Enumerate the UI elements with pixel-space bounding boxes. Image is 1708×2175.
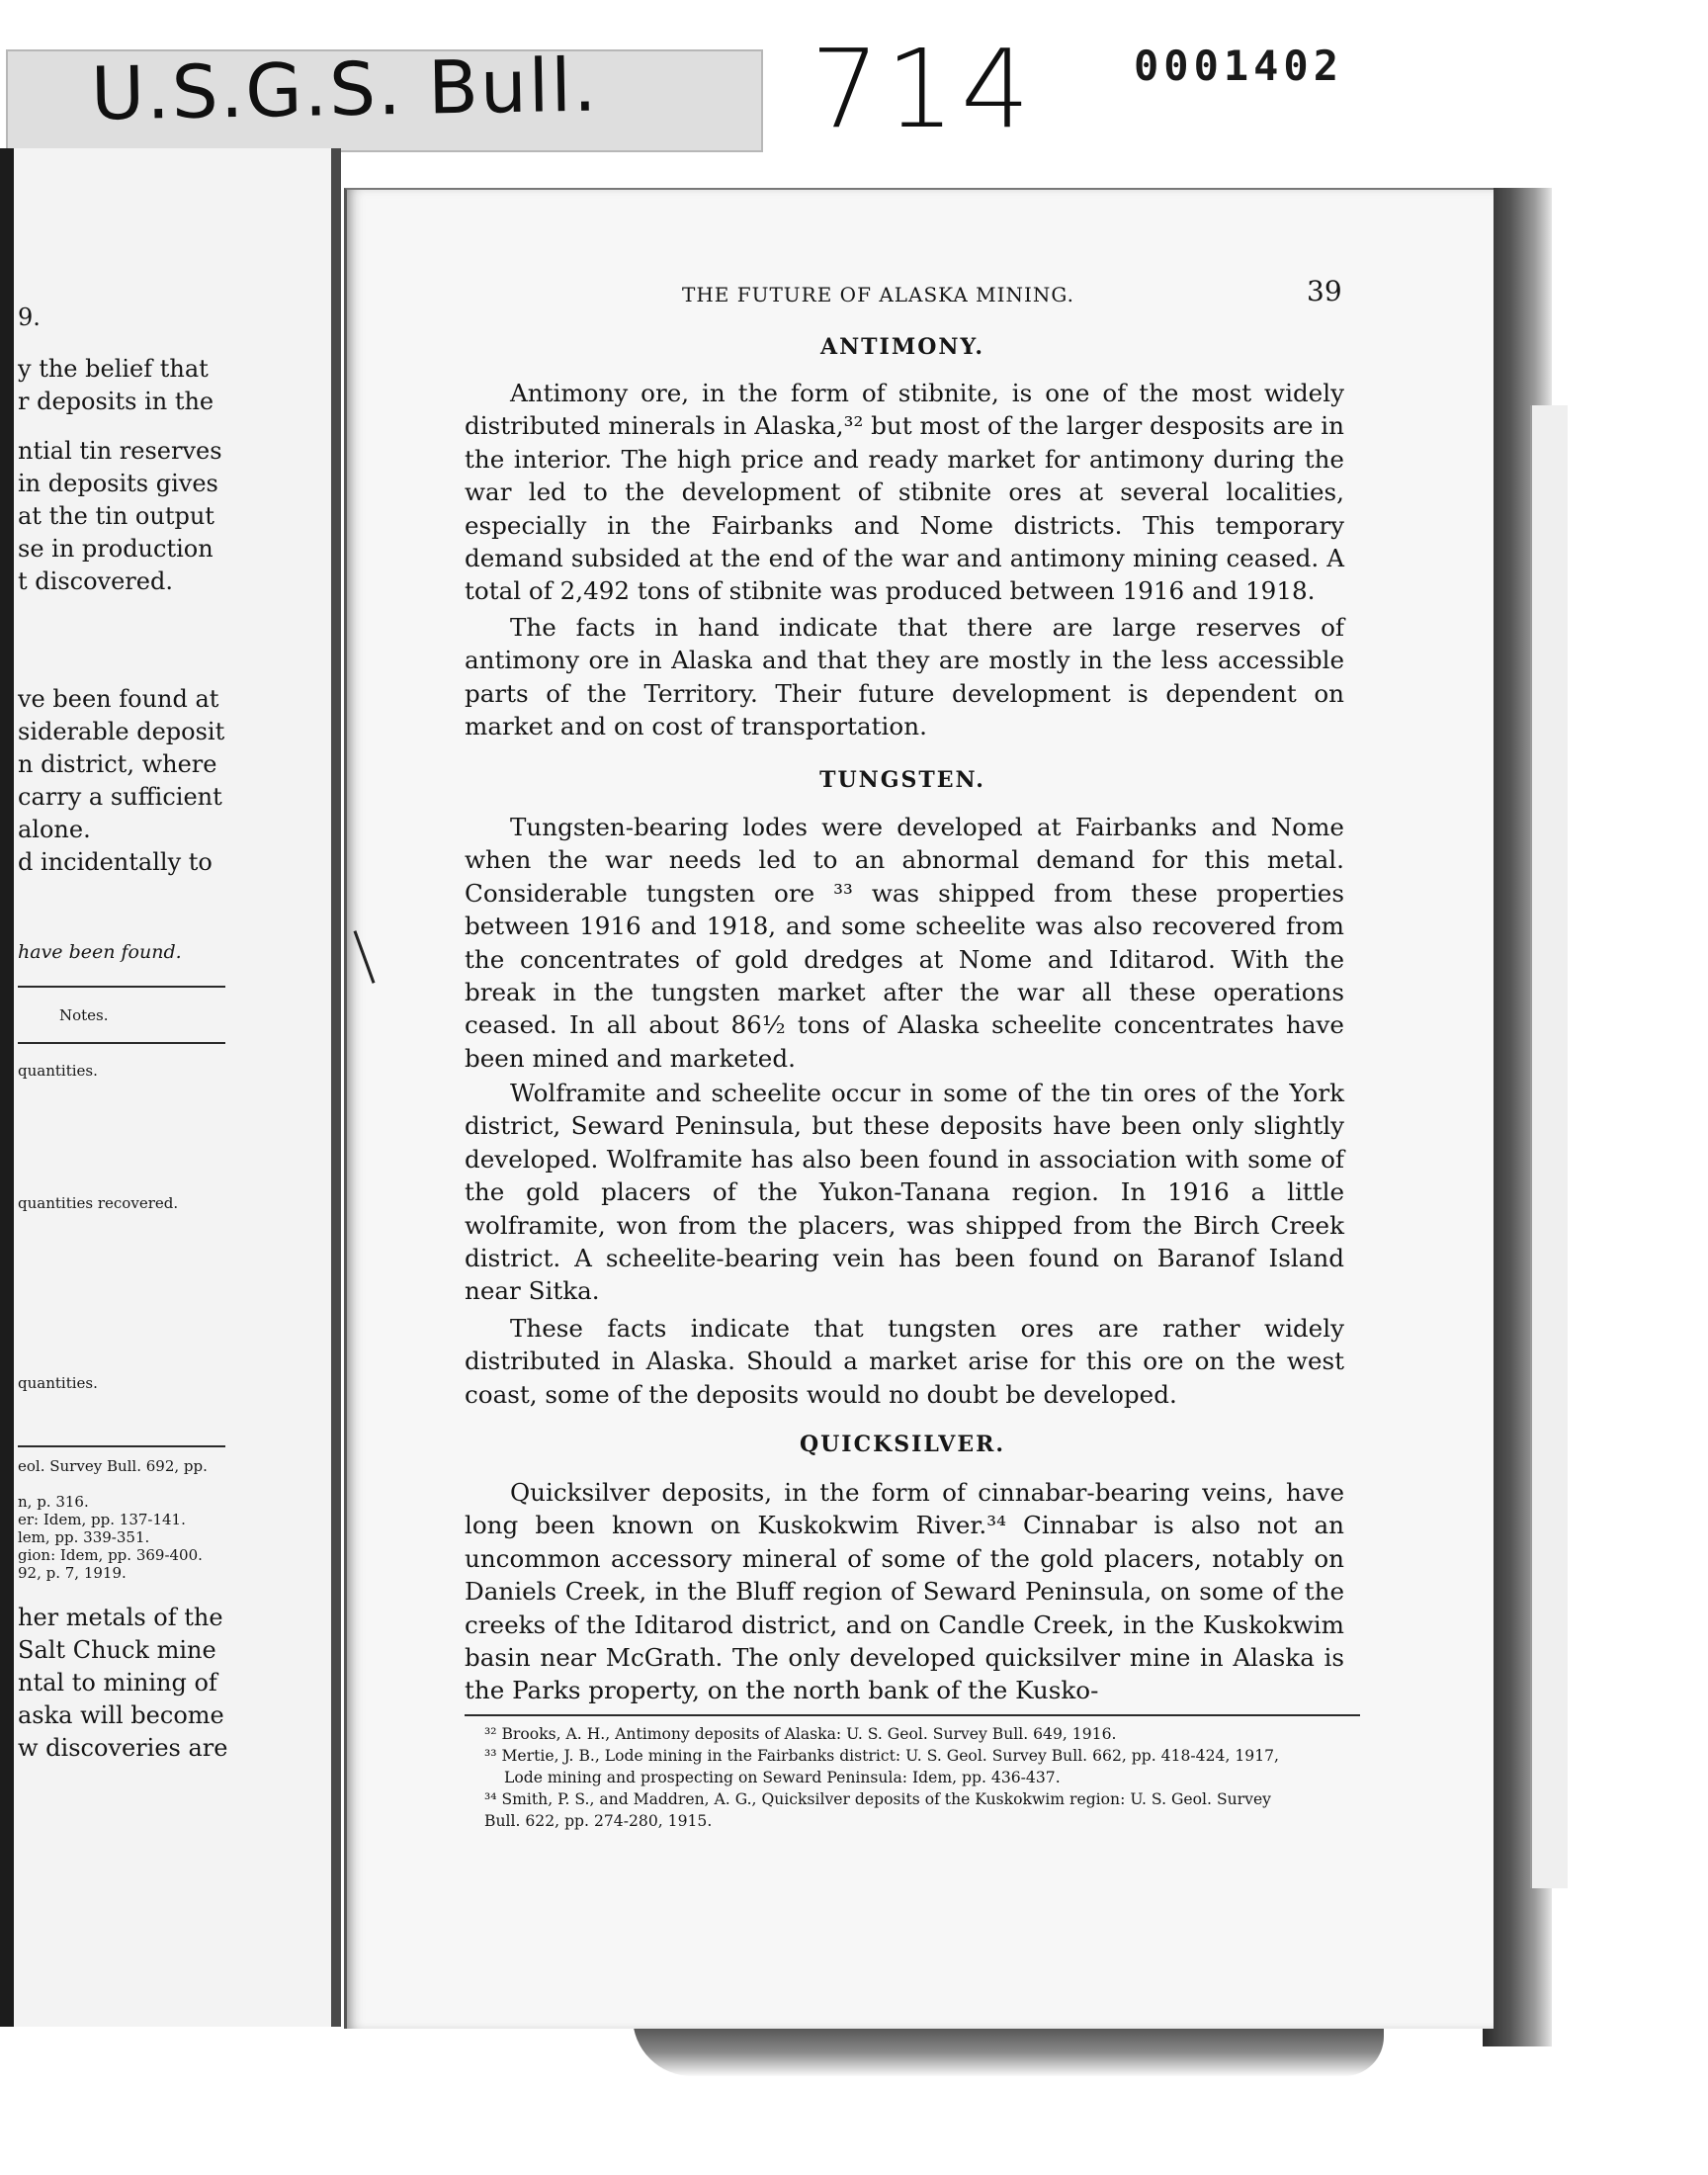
paragraph: The facts in hand indicate that there are large reserves of antimony ore in Alaska and that they are mostly in the less accessible parts of the Territory. Their future development is dependent on market and on cost of transportation. — [465, 613, 1344, 741]
footnote: ³⁴ Smith, P. S., and Maddren, A. G., Quicksilver deposits of the Kuskokwim region: U. S. Geol. Survey — [484, 1790, 1271, 1808]
left-fragment: in deposits gives — [18, 470, 218, 497]
left-fragment: her metals of the — [18, 1604, 223, 1631]
stamp-number: 0001402 — [1134, 42, 1344, 90]
left-fragment: alone. — [18, 816, 91, 843]
footnote-rule — [465, 1714, 1360, 1716]
paragraph: These facts indicate that tungsten ores are rather widely distributed in Alaska. Should a market arise for this ore on the west coast, some of the deposits would no doubt be developed. — [465, 1314, 1344, 1409]
page-number: 39 — [1307, 275, 1342, 307]
section-heading-antimony: ANTIMONY. — [820, 334, 984, 360]
left-fragment: Salt Chuck mine — [18, 1636, 216, 1664]
left-fragment: 92, p. 7, 1919. — [18, 1564, 127, 1582]
left-fragment: gion: Idem, pp. 369-400. — [18, 1546, 203, 1564]
left-fragment: er: Idem, pp. 137-141. — [18, 1511, 186, 1528]
book-spine — [0, 148, 14, 2027]
left-fragment: w discoveries are — [18, 1734, 228, 1762]
left-fragment: y the belief that — [18, 355, 209, 383]
left-fragment: have been found. — [18, 941, 182, 963]
left-fragment: 9. — [18, 304, 41, 331]
left-fragment: siderable deposit — [18, 718, 225, 745]
left-fragment: ntial tin reserves — [18, 437, 222, 465]
left-fragment: carry a sufficient — [18, 783, 222, 811]
footnote: Lode mining and prospecting on Seward Peninsula: Idem, pp. 436-437. — [504, 1769, 1061, 1786]
handwritten-label: U.S.G.S. Bull. — [90, 43, 600, 137]
paragraph: Antimony ore, in the form of stibnite, is one of the most widely distributed minerals in Alaska,³² but most of the larger desposits are in the interior. The high price and ready market for antimony during the war led to the development of stibnite ores at several localities, especially in the Fairbanks and Nome districts. This temporary demand subsided at the end of the war and antimony mining ceased. A total of 2,492 tons of stibnite was produced between 1916 and 1918. — [465, 379, 1344, 606]
section-heading-quicksilver: QUICKSILVER. — [799, 1432, 1006, 1457]
paragraph: Wolframite and scheelite occur in some of the tin ores of the York district, Seward Peninsula, but these deposits have been only slightly developed. Wolframite has also been found in association with some of the gold placers of the Yukon-Tanana region. In 1916 a little wolframite, won from the placers, was shipped from the Birch Creek district. A scheelite-bearing vein has been found on Baranof Island near Sitka. — [465, 1079, 1344, 1306]
left-page — [0, 148, 341, 2027]
left-fragment: aska will become — [18, 1701, 224, 1729]
table-rule — [18, 986, 225, 988]
left-fragment: quantities. — [18, 1062, 98, 1080]
handwritten-number: 714 — [811, 26, 1036, 152]
left-fragment: eol. Survey Bull. 692, pp. — [18, 1457, 208, 1475]
footnote: ³² Brooks, A. H., Antimony deposits of Alaska: U. S. Geol. Survey Bull. 649, 1916. — [484, 1725, 1117, 1743]
left-fragment: at the tin output — [18, 502, 214, 530]
left-fragment: r deposits in the — [18, 388, 214, 415]
left-fragment: quantities. — [18, 1374, 98, 1392]
left-fragment: ve been found at — [18, 685, 219, 713]
left-fragment: Notes. — [59, 1006, 109, 1024]
left-fragment: quantities recovered. — [18, 1194, 179, 1212]
left-fragment: n district, where — [18, 750, 217, 778]
table-rule — [18, 1445, 225, 1447]
footnote: ³³ Mertie, J. B., Lode mining in the Fairbanks district: U. S. Geol. Survey Bull. 662, pp. 418-424, 1917, — [484, 1747, 1280, 1765]
left-fragment: se in production — [18, 535, 214, 563]
left-fragment: d incidentally to — [18, 848, 213, 876]
paragraph: Tungsten-bearing lodes were developed at Fairbanks and Nome when the war needs led to an abnormal demand for this metal. Considerable tungsten ore ³³ was shipped from these properties between 1916 and 1918, and some scheelite was also recovered from the concentrates of gold dredges at Nome and Iditarod. With the break in the tungsten market after the war all these operations ceased. In all about 86½ tons of Alaska scheelite concentrates have been mined and marketed. — [465, 813, 1344, 1073]
section-heading-tungsten: TUNGSTEN. — [819, 767, 985, 793]
left-fragment: ntal to mining of — [18, 1669, 217, 1696]
footnote: Bull. 622, pp. 274-280, 1915. — [484, 1812, 713, 1830]
paragraph: Quicksilver deposits, in the form of cinnabar-bearing veins, have long been known on Kuskokwim River.³⁴ Cinnabar is also not an uncommon accessory mineral of some of the gold placers, notably on Daniels Creek, in the Bluff region of Seward Peninsula, on some of the creeks of the Iditarod district, and on Candle Creek, in the Kuskokwim basin near McGrath. The only developed quicksilver mine in Alaska is the Parks property, on the north bank of the Kusko- — [465, 1478, 1344, 1705]
page-edge — [1530, 405, 1568, 1888]
left-fragment: t discovered. — [18, 567, 173, 595]
left-fragment: n, p. 316. — [18, 1493, 89, 1511]
table-rule — [18, 1042, 225, 1044]
left-fragment: lem, pp. 339-351. — [18, 1528, 150, 1546]
page-gutter — [331, 148, 341, 2027]
running-head: THE FUTURE OF ALASKA MINING. — [682, 283, 1075, 306]
